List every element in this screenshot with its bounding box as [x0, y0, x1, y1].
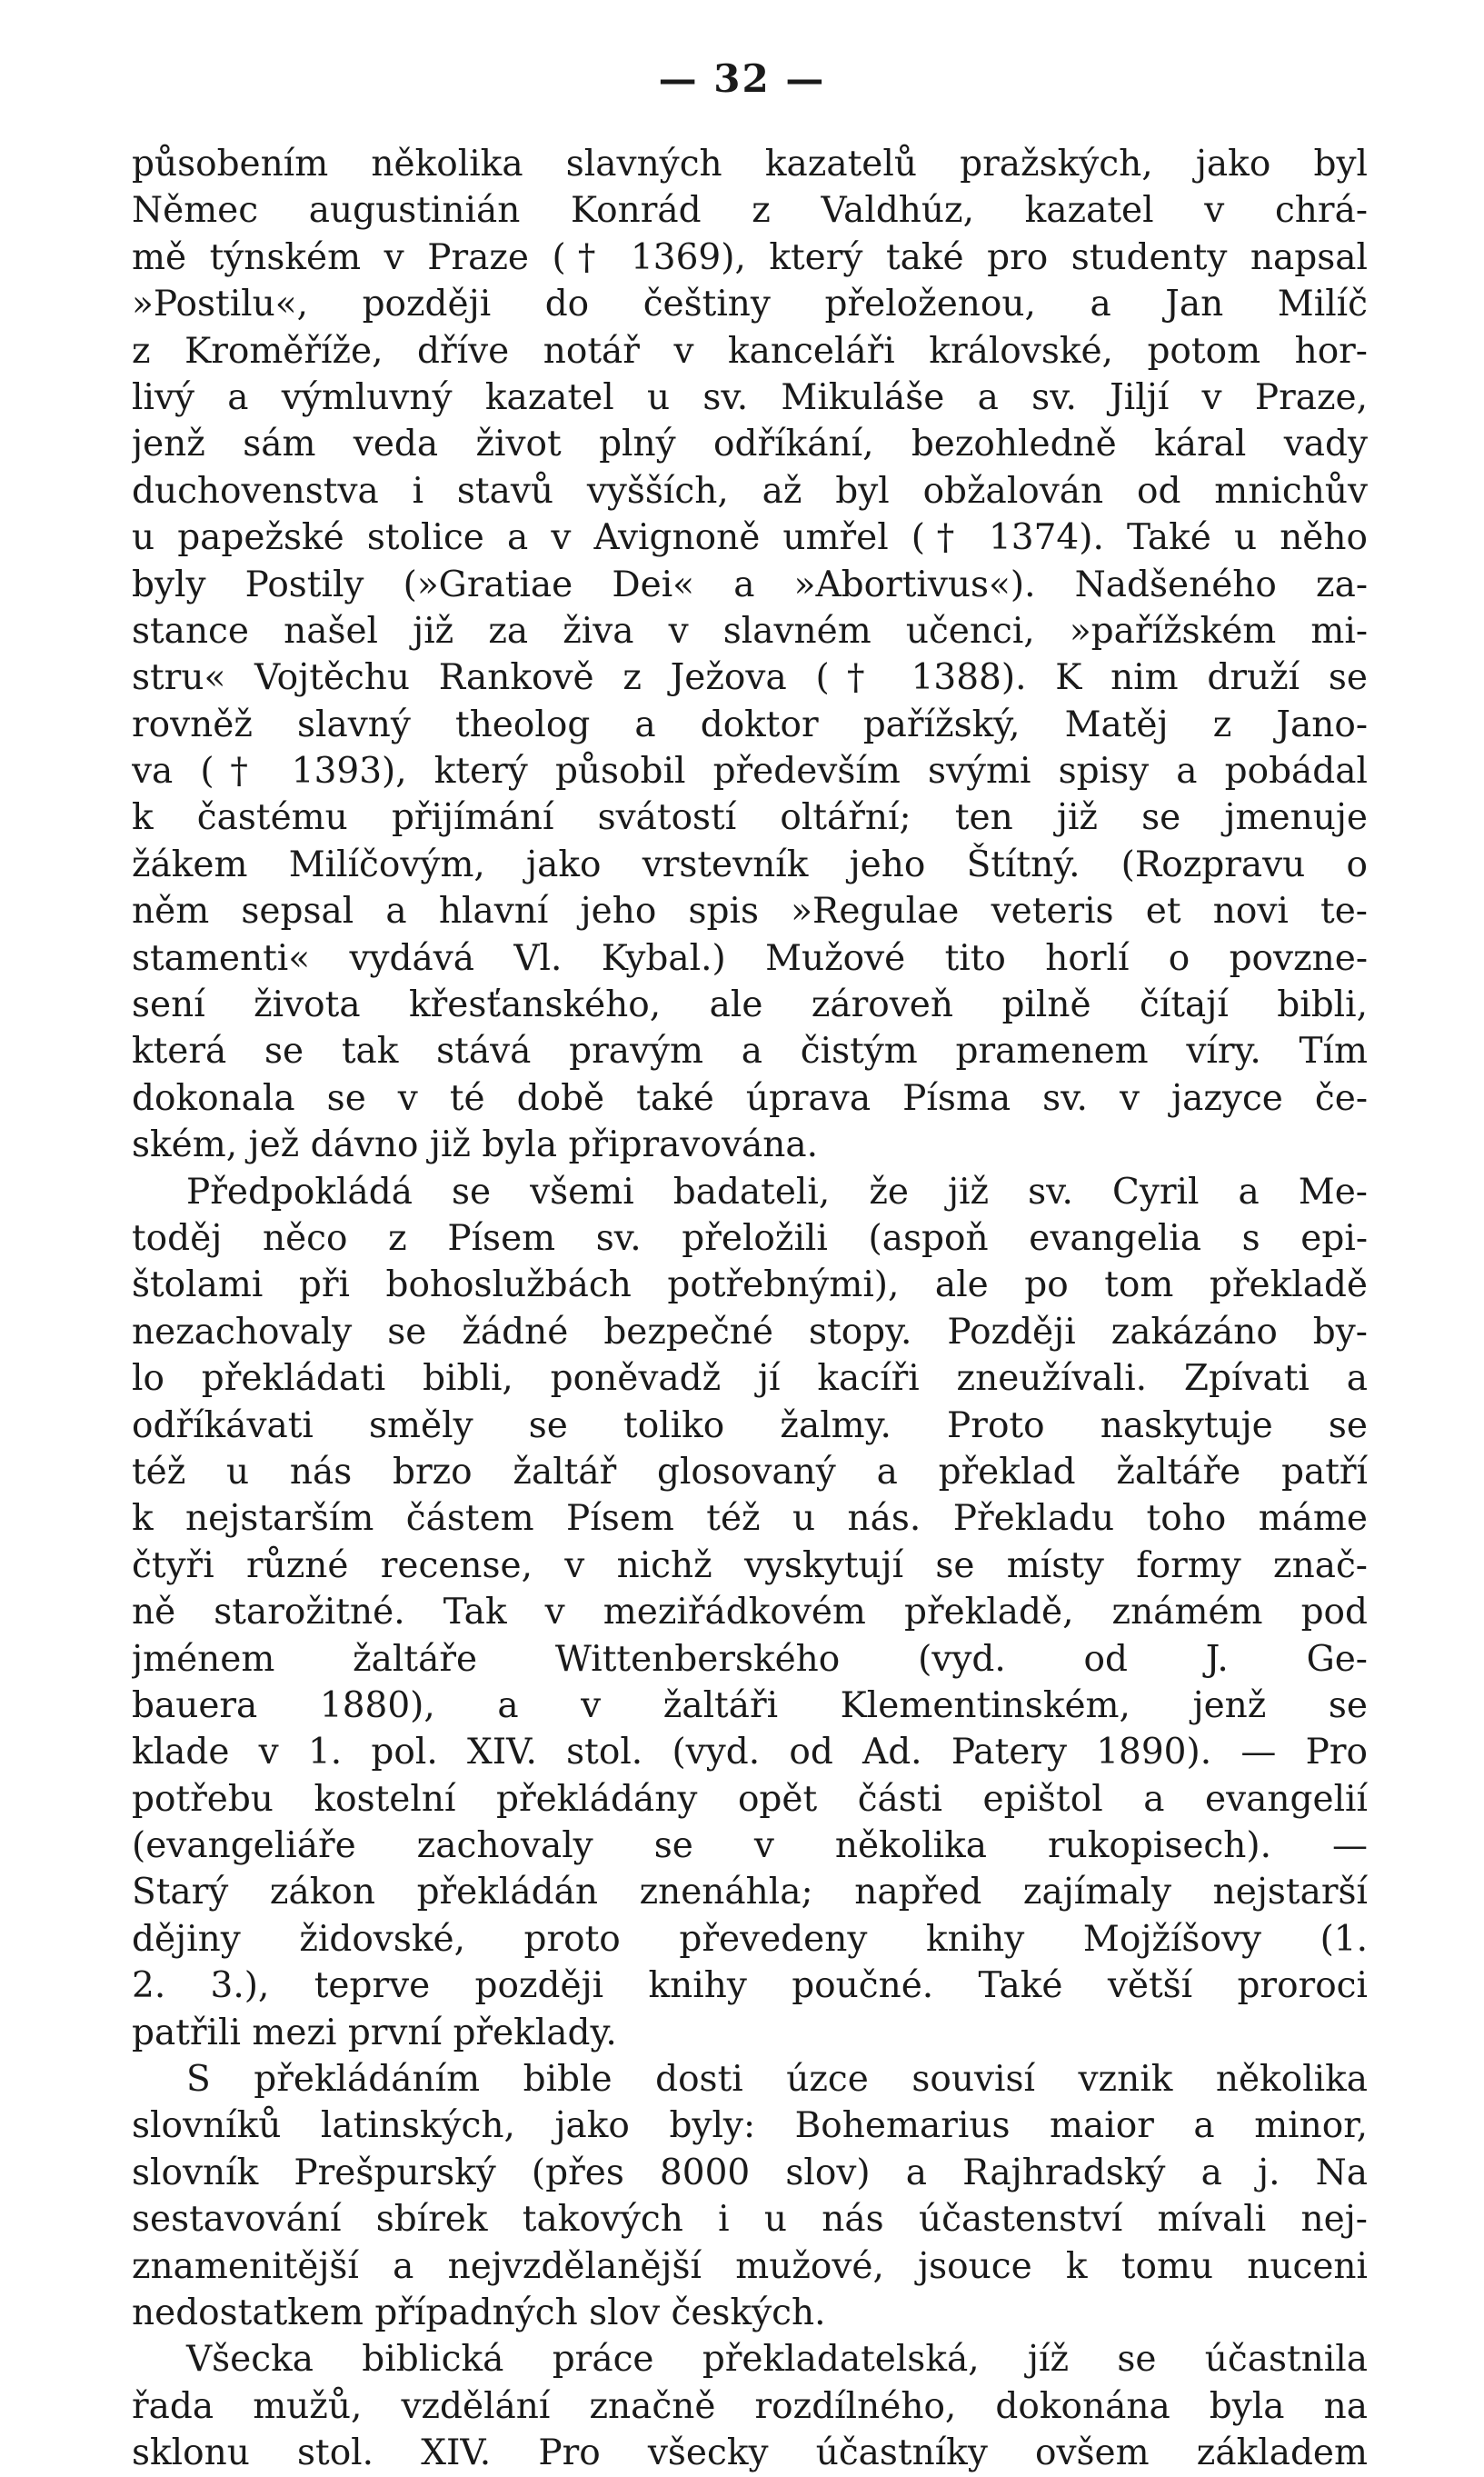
text-line: toděj něco z Písem sv. přeložili (aspoň evangelia s epi-	[132, 1217, 1368, 1259]
text-line: potřebu kostelní překládány opět části epištol a evangelií	[132, 1778, 1368, 1820]
text-line: odříkávati směly se toliko žalmy. Proto naskytuje se	[132, 1404, 1368, 1446]
text-line: dokonala se v té době také úprava Písma sv. v jazyce če-	[132, 1077, 1368, 1119]
text-line: žákem Milíčovým, jako vrstevník jeho Štítný. (Rozpravu o	[132, 844, 1368, 885]
text-line: mě týnském v Praze († 1369), který také pro studenty napsal	[132, 236, 1368, 278]
text-line: duchovenstva i stavů vyšších, až byl obžalován od mnichův	[132, 470, 1368, 512]
text-line: dějiny židovské, proto převedeny knihy Mojžíšovy (1.	[132, 1918, 1368, 1960]
text-line: stance našel již za živa v slavném učenci, »pařížském mi-	[132, 610, 1368, 652]
text-line: livý a výmluvný kazatel u sv. Mikuláše a sv. Jiljí v Praze,	[132, 376, 1368, 418]
text-line: nezachovaly se žádné bezpečné stopy. Později zakázáno by-	[132, 1311, 1368, 1353]
text-line: nedostatkem případných slov českých.	[132, 2292, 826, 2333]
text-line: znamenitější a nejvzdělanější mužové, jsouce k tomu nuceni	[132, 2245, 1368, 2287]
page-number: — 32 —	[658, 56, 826, 101]
text-line: patřili mezi první překlady.	[132, 2012, 617, 2053]
text-line: k častému přijímání svátostí oltářní; ten již se jmenuje	[132, 797, 1368, 839]
text-line: slovník Prešpurský (přes 8000 slov) a Rajhradský a j. Na	[132, 2152, 1368, 2193]
text-line: 2. 3.), teprve později knihy poučné. Také větší proroci	[132, 1965, 1368, 2007]
text-line: z Kroměříže, dříve notář v kanceláři královské, potom hor-	[132, 330, 1368, 372]
text-line: »Postilu«, později do češtiny přeloženou, a Jan Milíč	[132, 284, 1368, 325]
text-line: působením několika slavných kazatelů pražských, jako byl	[132, 144, 1368, 185]
text-line: též u nás brzo žaltář glosovaný a překlad žaltáře patří	[132, 1451, 1368, 1493]
text-line: stru« Vojtěchu Rankově z Ježova († 1388). K nim druží se	[132, 657, 1368, 699]
text-line: něm sepsal a hlavní jeho spis »Regulae veteris et novi te-	[132, 891, 1368, 933]
text-line: byly Postily (»Gratiae Dei« a »Abortivus«). Nadšeného za-	[132, 564, 1368, 605]
text-line: S překládáním bible dosti úzce souvisí vznik několika	[186, 2059, 1368, 2101]
text-line: klade v 1. pol. XIV. stol. (vyd. od Ad. Patery 1890). — Pro	[132, 1732, 1368, 1773]
text-line: Všecka biblická práce překladatelská, jíž se účastnila	[186, 2339, 1368, 2381]
text-line: jménem žaltáře Wittenberského (vyd. od J. Ge-	[132, 1638, 1368, 1680]
text-line: stamenti« vydává Vl. Kybal.) Mužové tito horlí o povzne-	[132, 937, 1368, 979]
text-line: Starý zákon překládán znenáhla; napřed zajímaly nejstarší	[132, 1872, 1368, 1913]
text-line: rovněž slavný theolog a doktor pařížský, Matěj z Jano-	[132, 704, 1368, 745]
text-line: která se tak stává pravým a čistým pramenem víry. Tím	[132, 1031, 1368, 1073]
text-line: sklonu stol. XIV. Pro všecky účastníky ovšem základem	[132, 2432, 1368, 2474]
text-line: čtyři různé recense, v nichž vyskytují se místy formy znač-	[132, 1544, 1368, 1586]
text-line: slovníků latinských, jako byly: Bohemarius maior a minor,	[132, 2105, 1368, 2147]
text-line: Předpokládá se všemi badateli, že již sv. Cyril a Me-	[186, 1171, 1368, 1213]
text-line: ském, jež dávno již byla připravována.	[132, 1124, 818, 1166]
text-line: va († 1393), který působil především svými spisy a pobádal	[132, 751, 1368, 793]
body-text	[132, 141, 1368, 2477]
text-line: k nejstarším částem Písem též u nás. Překladu toho máme	[132, 1498, 1368, 1540]
text-line: sení života křesťanského, ale zároveň pilně čítají bibli,	[132, 984, 1368, 1026]
text-line: lo překládati bibli, poněvadž jí kacíři zneužívali. Zpívati a	[132, 1358, 1368, 1400]
text-line: řada mužů, vzdělání značně rozdílného, dokonána byla na	[132, 2385, 1368, 2427]
text-line: bauera 1880), a v žaltáři Klementinském, jenž se	[132, 1684, 1368, 1726]
text-line: sestavování sbírek takových i u nás účastenství mívali nej-	[132, 2199, 1368, 2241]
text-line: Němec augustinián Konrád z Valdhúz, kazatel v chrá-	[132, 190, 1368, 232]
text-line: u papežské stolice a v Avignoně umřel († 1374). Také u něho	[132, 517, 1368, 559]
text-line: (evangeliáře zachovaly se v několika rukopisech). —	[132, 1825, 1368, 1867]
text-line: ně starožitné. Tak v meziřádkovém překladě, známém pod	[132, 1592, 1368, 1633]
text-line: jenž sám veda život plný odříkání, bezohledně káral vady	[132, 424, 1368, 465]
text-line: štolami při bohoslužbách potřebnými), ale po tom překladě	[132, 1264, 1368, 1306]
